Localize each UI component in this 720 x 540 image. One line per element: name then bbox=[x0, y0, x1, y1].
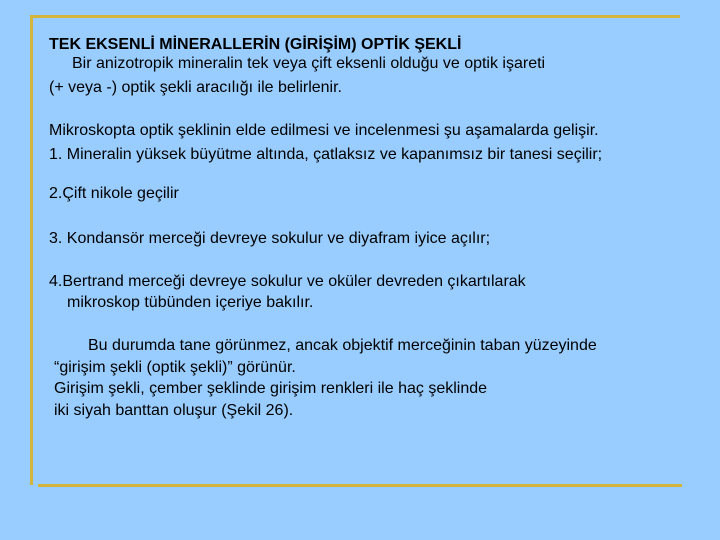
top-border-rule bbox=[30, 15, 680, 18]
conclusion-line-1: Bu durumda tane görünmez, ancak objektif merceğinin taban yüzeyinde bbox=[88, 337, 597, 354]
bottom-border-rule bbox=[38, 484, 682, 487]
step-4-line-2: mikroskop tübünden içeriye bakılır. bbox=[67, 294, 314, 311]
intro-line-1: Bir anizotropik mineralin tek veya çift eksenli olduğu ve optik işareti bbox=[72, 55, 546, 72]
conclusion-line-4: iki siyah banttan oluşur (Şekil 26). bbox=[54, 402, 294, 419]
step-3-text: 3. Kondansör merceği devreye sokulur ve diyafram iyice açılır; bbox=[49, 230, 491, 247]
left-border-rule bbox=[30, 15, 33, 485]
step-4-line-1: 4.Bertrand merceği devreye sokulur ve oküler devreden çıkartılarak bbox=[49, 273, 526, 290]
step-1-text: 1. Mineralin yüksek büyütme altında, çatlaksız ve kapanımsız bir tanesi seçilir; bbox=[49, 146, 603, 163]
slide-title: TEK EKSENLİ MİNERALLERİN (GİRİŞİM) OPTİK ŞEKLİ bbox=[49, 36, 462, 53]
step-2-text: 2.Çift nikole geçilir bbox=[49, 185, 179, 202]
conclusion-line-2: “girişim şekli (optik şekli)” görünür. bbox=[54, 359, 296, 376]
steps-intro-line: Mikroskopta optik şeklinin elde edilmesi ve incelenmesi şu aşamalarda gelişir. bbox=[49, 122, 599, 139]
intro-line-2: (+ veya -) optik şekli aracılığı ile belirlenir. bbox=[49, 79, 342, 96]
conclusion-line-3: Girişim şekli, çember şeklinde girişim renkleri ile haç şeklinde bbox=[54, 380, 488, 397]
